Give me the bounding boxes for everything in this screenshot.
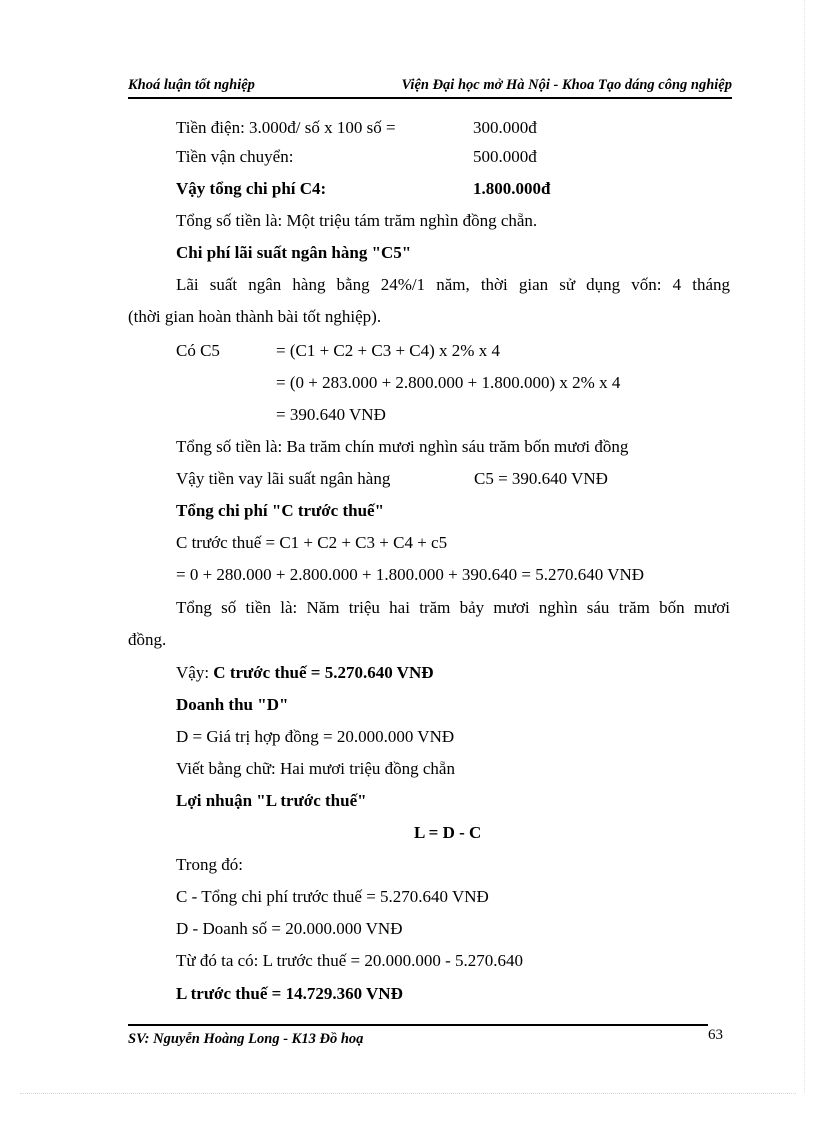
total-result: C trước thuế = 5.270.640 VNĐ: [213, 663, 434, 682]
revenue-words: Viết bằng chữ: Hai mươi triệu đồng chẵn: [176, 759, 455, 778]
total-formula: C trước thuế = C1 + C2 + C3 + C4 + c5: [176, 533, 448, 552]
total-result-prefix: Vậy:: [176, 663, 210, 682]
profit-formula: L = D - C: [414, 823, 482, 842]
page-edge-bottom: [20, 1093, 796, 1094]
profit-heading: Lợi nhuận "L trước thuế": [176, 791, 367, 810]
cost-label: Vậy tổng chi phí C4:: [176, 179, 327, 198]
c5-words: Tổng số tiền là: Ba trăm chín mươi nghìn sáu trăm bốn mươi đồng: [176, 437, 629, 456]
header-right: Viện Đại học mở Hà Nội - Khoa Tạo dáng công nghiệp: [401, 77, 732, 93]
cost-value: 1.800.000đ: [473, 179, 551, 198]
profit-result: L trước thuế = 14.729.360 VNĐ: [176, 984, 403, 1003]
cost-value: 500.000đ: [473, 147, 537, 166]
cost-label: Tiền vận chuyển:: [176, 147, 294, 166]
c5-loan-value: C5 = 390.640 VNĐ: [474, 469, 608, 488]
page-footer: [128, 1024, 708, 1048]
total-words-line2: đồng.: [128, 630, 167, 649]
c5-formula-2: = (0 + 283.000 + 2.800.000 + 1.800.000) x 2% x 4: [276, 373, 621, 392]
page-edge-right: [804, 0, 805, 1093]
therefore-line: Từ đó ta có: L trước thuế = 20.000.000 - 5.270.640: [176, 951, 524, 970]
total-result-line: [176, 662, 434, 684]
total-heading: Tổng chi phí "C trước thuế": [176, 501, 385, 520]
footer-author: SV: Nguyễn Hoàng Long - K13 Đồ hoạ: [128, 1031, 364, 1047]
total-calc: = 0 + 280.000 + 2.800.000 + 1.800.000 + 390.640 = 5.270.640 VNĐ: [176, 565, 645, 584]
c5-formula-1: = (C1 + C2 + C3 + C4) x 2% x 4: [276, 341, 500, 360]
c5-loan-label: Vậy tiền vay lãi suất ngân hàng: [176, 469, 391, 488]
page-number: 63: [708, 1027, 723, 1043]
c5-heading: Chi phí lãi suất ngân hàng "C5": [176, 243, 412, 262]
c5-formula-3: = 390.640 VNĐ: [276, 405, 386, 424]
revenue-heading: Doanh thu "D": [176, 695, 289, 714]
cost-value: 300.000đ: [473, 118, 537, 137]
where-d: D - Doanh số = 20.000.000 VNĐ: [176, 919, 403, 938]
cost-label: Tiền điện: 3.000đ/ số x 100 số =: [176, 118, 396, 137]
c5-paragraph-line1: Lãi suất ngân hàng bằng 24%/1 năm, thời gian sử dụng vốn: 4 tháng: [176, 275, 730, 294]
c4-words: Tổng số tiền là: Một triệu tám trăm nghìn đồng chẵn.: [176, 211, 538, 230]
c5-paragraph-line2: (thời gian hoàn thành bài tốt nghiệp).: [128, 307, 382, 326]
where-label: Trong đó:: [176, 855, 243, 874]
where-c: C - Tổng chi phí trước thuế = 5.270.640 VNĐ: [176, 887, 489, 906]
c5-label: Có C5: [176, 341, 220, 360]
revenue-formula: D = Giá trị hợp đồng = 20.000.000 VNĐ: [176, 727, 455, 746]
header-left: Khoá luận tốt nghiệp: [128, 77, 255, 93]
total-words-line1: Tổng số tiền là: Năm triệu hai trăm bảy mươi nghìn sáu trăm bốn mươi: [176, 598, 730, 617]
page-header: [128, 77, 732, 99]
